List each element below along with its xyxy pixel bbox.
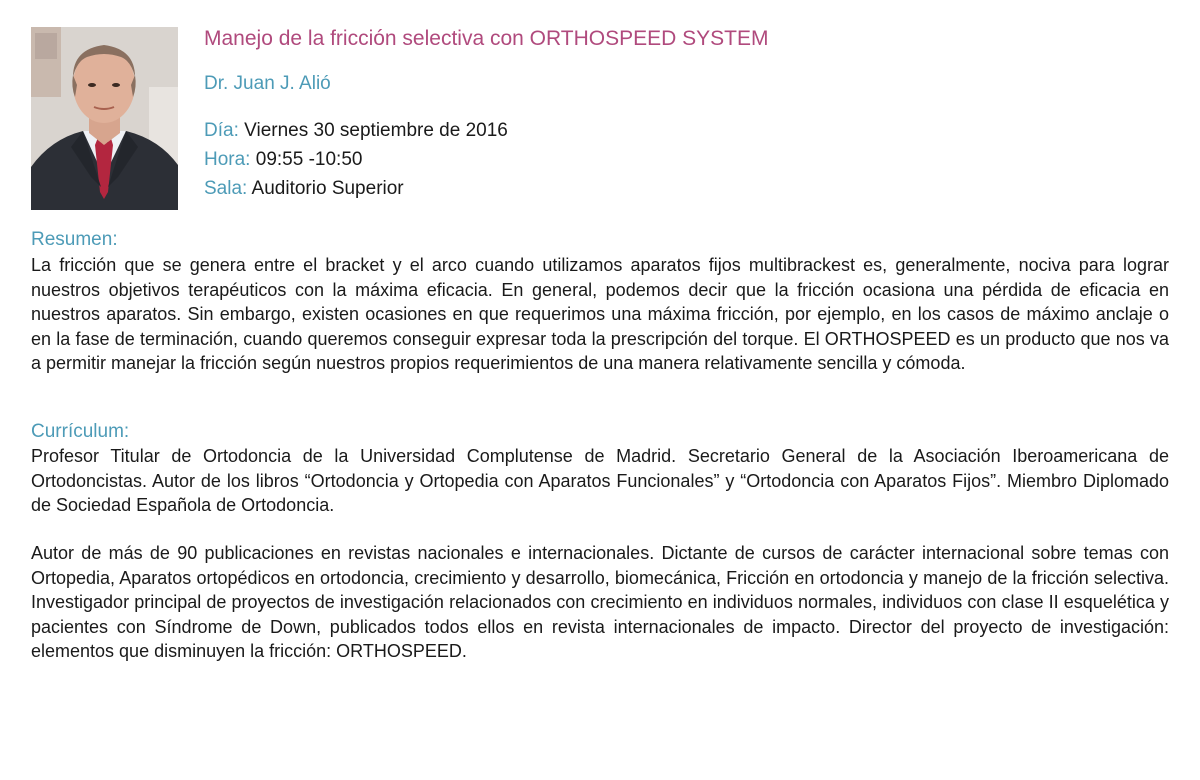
curriculum-paragraph-2: Autor de más de 90 publicaciones en revistas nacionales e internacionales. Dictante de cursos de carácter internacional sobre temas con Ortopedia, Aparatos ortopédicos en ortodoncia, crecimiento y desarrollo, biomecánica, Fricción en ortodoncia y manejo de la fricción selectiva. Investigador principal de proyectos de investigación relacionados con crecimiento en individuos normales, individuos con clase II esquelética y pacientes con Síndrome de Down, publicados todos ellos en revista internacionales de impacto. Director del proyecto de investigación: elementos que disminuyen la fricción: ORTHOSPEED. (31, 543, 1169, 661)
session-details (204, 116, 508, 203)
curriculum-paragraph-1: Profesor Titular de Ortodoncia de la Universidad Complutense de Madrid. Secretario General de la Asociación Iberoamericana de Ortodoncistas. Autor de los libros “Ortodoncia y Ortopedia con Aparatos Funcionales” y “Ortodoncia con Aparatos Fijos”. Miembro Diplomado de Sociedad Española de Ortodoncia. (31, 446, 1169, 515)
summary-text: La fricción que se genera entre el bracket y el arco cuando utilizamos aparatos fijos multibrackest es, generalmente, nociva para lograr nuestros objetivos terapéuticos con la máxima eficacia. En general, podemos decir que la fricción ocasiona una pérdida de eficacia en nuestros aparatos. Sin embargo, existen ocasiones en que requerimos una máxima fricción, por ejemplo, en los casos de máximo anclaje o en la fase de terminación, cuando queremos conseguir expresar toda la prescripción del torque. El ORTHOSPEED es un producto que nos va a permitir manejar la fricción según nuestros propios requerimientos de una manera relativamente sencilla y cómoda. (31, 255, 1169, 373)
curriculum-heading: Currículum: (31, 421, 130, 442)
day-value: Viernes 30 septiembre de 2016 (244, 120, 508, 141)
speaker-photo (31, 27, 178, 210)
room-value: Auditorio Superior (251, 178, 404, 199)
room-label: Sala: (204, 178, 248, 199)
time-value: 09:55 -10:50 (255, 149, 363, 170)
day-row (204, 116, 508, 145)
room-row (204, 174, 508, 203)
summary-heading: Resumen: (31, 229, 118, 250)
speaker-name: Dr. Juan J. Alió (204, 73, 331, 94)
day-label: Día: (204, 120, 239, 141)
time-label: Hora: (204, 149, 251, 170)
time-row (204, 145, 508, 174)
talk-title: Manejo de la fricción selectiva con ORTHOSPEED SYSTEM (204, 27, 769, 50)
